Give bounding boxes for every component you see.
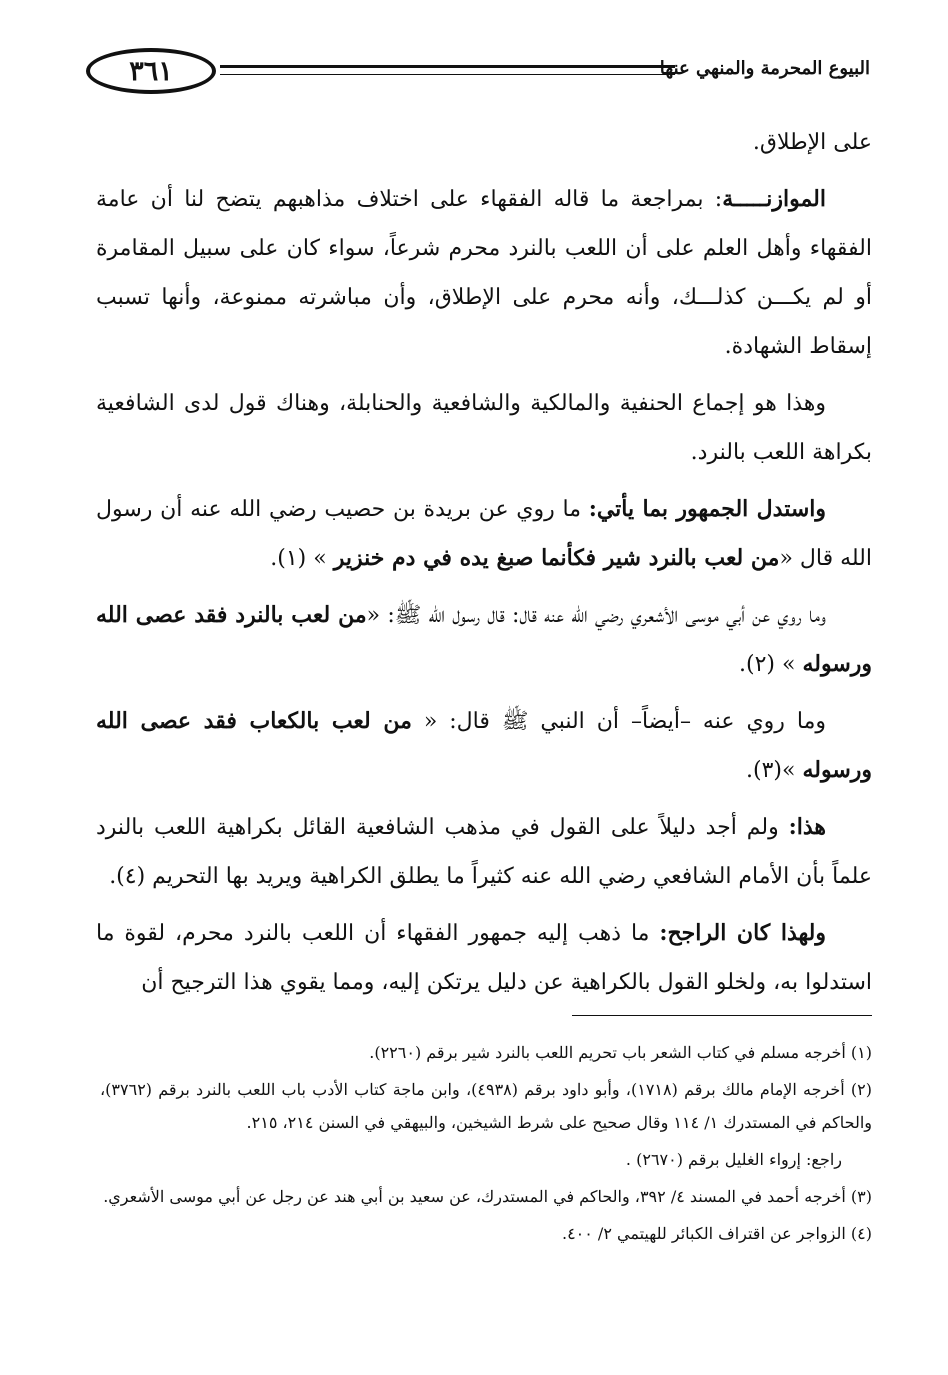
footnote-1: (١) أخرجه مسلم في كتاب الشعر باب تحريم اللعب بالنرد شير برقم (٢٢٦٠). <box>369 1043 872 1062</box>
paragraph-8-text: ما ذهب إليه جمهور الفقهاء أن اللعب بالنرد محرم، لقوة ما استدلوا به، ولخلو القول بالكراهية عن دليل يرتكن إليه، ومما يقوي هذا الترجيح أن <box>96 921 872 995</box>
paragraph-6 <box>96 697 872 795</box>
paragraph-8 <box>96 909 872 1007</box>
page-header <box>80 44 870 104</box>
paragraph-1-text: على الإطلاق. <box>752 130 872 155</box>
paragraph-2-lead: الموازنـــــة <box>722 186 826 212</box>
footnote-4: (٤) الزواجر عن اقتراف الكبائر للهيتمي ٢/ ٤٠٠. <box>561 1224 872 1243</box>
paragraph-5 <box>96 591 872 689</box>
paragraph-6-hadith: من لعب بالكعاب فقد عصى الله ورسوله <box>96 708 872 783</box>
paragraph-5-hadith: من لعب بالنرد فقد عصى الله ورسوله <box>96 602 872 677</box>
footnotes <box>100 1036 872 1254</box>
paragraph-6-end: »(٣). <box>746 758 803 783</box>
paragraph-7-text: ولم أجد دليلاً على القول في مذهب الشافعية القائل بكراهية اللعب بالنرد علماً بأن الأمام الشافعي رضي الله عنه كثيراً ما يطلق الكراهية ويريد بها التحريم (٤). <box>96 815 872 889</box>
page-number: ٣٦١ <box>86 48 216 94</box>
paragraph-2 <box>96 175 872 371</box>
paragraph-4-lead: واستدل الجمهور بما يأتي: <box>588 496 826 522</box>
paragraph-3-text: وهذا هو إجماع الحنفية والمالكية والشافعية والحنابلة، وهناك قول لدى الشافعية بكراهة اللعب بالنرد. <box>96 391 872 465</box>
footnote-3: (٣) أخرجه أحمد في المسند ٤/ ٣٩٢، والحاكم في المستدرك، عن سعيد بن أبي هند عن رجل عن أبي موسى الأشعري. <box>103 1187 872 1206</box>
paragraph-5-text: وما روي عن أبي موسى الأشعري رضي الله عنه قال: قال رسول الله ﷺ: « <box>366 603 826 628</box>
footnote-2: (٢) أخرجه الإمام مالك برقم (١٧١٨)، وأبو داود برقم (٤٩٣٨)، وابن ماجة كتاب الأدب باب اللعب بالنرد برقم (٣٧٦٢)، والحاكم في المستدرك ١/ ١١٤ وقال صحيح على شرط الشيخين، والبيهقي في السنن ٢١٤، ٢١٥. <box>100 1080 873 1132</box>
paragraph-1 <box>96 118 872 167</box>
paragraph-7-lead: هذا: <box>788 814 826 840</box>
paragraph-4-hadith: من لعب بالنرد شير فكأنما صبغ يده في دم خنزير <box>333 545 780 571</box>
paragraph-3 <box>96 379 872 477</box>
paragraph-8-lead: ولهذا كان الراجح: <box>659 920 826 946</box>
paragraph-4 <box>96 485 872 583</box>
header-rule <box>220 65 675 75</box>
paragraph-2-text: : بمراجعة ما قاله الفقهاء على اختلاف مذاهبهم يتضح لنا أن عامة الفقهاء وأهل العلم على أن اللعب بالنرد محرم شرعاً، سواء كان على سبيل المقامرة أو لم يكـــن كذلـــك، وأنه محرم على الإطلاق، وأن مباشرته ممنوعة، وأنها تسبب إسقاط الشهادة. <box>96 187 872 359</box>
paragraph-6-text: وما روي عنه –أيضاً– أن النبي ﷺ قال: « <box>411 709 826 734</box>
footnote-2-continuation: راجع: إرواء الغليل برقم (٢٦٧٠) . <box>625 1150 842 1169</box>
footnote-divider <box>572 1015 872 1016</box>
paragraph-5-end: » (٢). <box>739 652 803 677</box>
running-title: البيوع المحرمة والمنهي عنها <box>659 58 870 79</box>
paragraph-7 <box>96 803 872 901</box>
main-text <box>96 118 872 1015</box>
paragraph-4-text: ما روي عن بريدة بن حصيب رضي الله عنه أن رسول الله قال « <box>96 497 872 571</box>
paragraph-4-end: » (١). <box>270 546 334 571</box>
